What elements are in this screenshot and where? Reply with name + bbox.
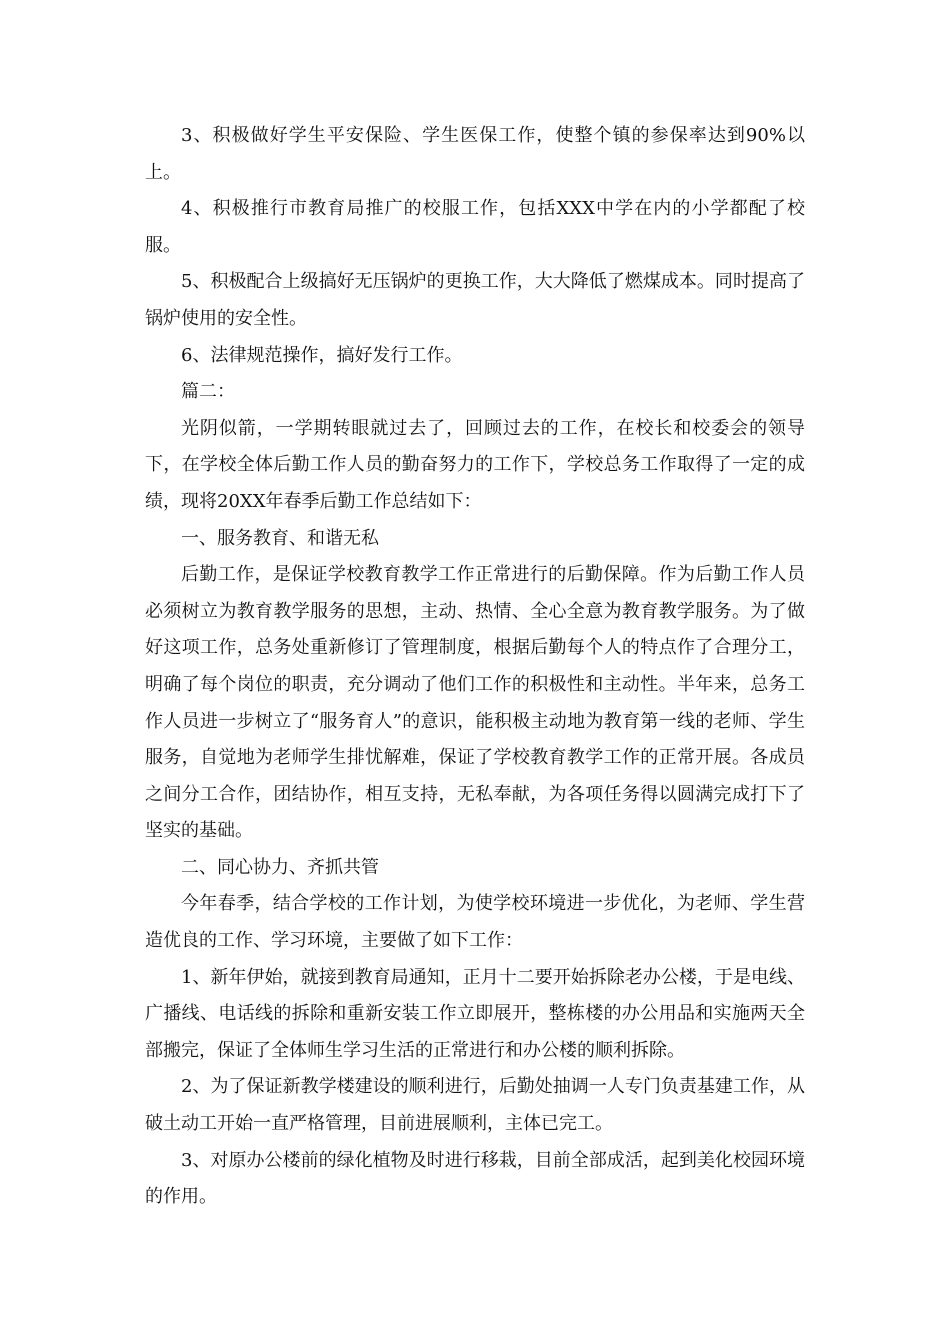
- paragraph-item-2-construction: 2、为了保证新教学楼建设的顺利进行，后勤处抽调一人专门负责基建工作，从破土动工开始一直严格管理，目前进展顺利，主体已完工。: [145, 1076, 805, 1135]
- paragraph-spring-plan: 今年春季，结合学校的工作计划，为使学校环境进一步优化，为老师、学生营造优良的工作、学习环境，主要做了如下工作：: [145, 893, 805, 952]
- section-heading-cooperation: 二、同心协力、齐抓共管: [181, 856, 379, 878]
- paragraph-item-3-insurance: 3、积极做好学生平安保险、学生医保工作，使整个镇的参保率达到90%以上。: [145, 125, 805, 183]
- section-heading-service: 一、服务教育、和谐无私: [181, 527, 379, 549]
- paragraph-item-5-boiler: 5、积极配合上级搞好无压锅炉的更换工作，大大降低了燃煤成本。同时提高了锅炉使用的安全性。: [145, 271, 805, 329]
- paragraph-item-4-uniform: 4、积极推行市教育局推广的校服工作，包括XXX中学在内的小学都配了校服。: [145, 198, 805, 256]
- section-heading-part-two: 篇二：: [181, 381, 235, 403]
- paragraph-service: 后勤工作，是保证学校教育教学工作正常进行的后勤保障。作为后勤工作人员必须树立为教育教学服务的思想，主动、热情、全心全意为教育教学服务。为了做好这项工作，总务处重新修订了管理制度，根据后勤每个人的特点作了合理分工，明确了每个岗位的职责，充分调动了他们工作的积极性和主动性。半年来，总务工作人员进一步树立了“服务育人”的意识，能积极主动地为教育第一线的老师、学生服务，自觉地为老师学生排忧解难，保证了学校教育教学工作的正常开展。各成员之间分工合作，团结协作，相互支持，无私奉献，为各项任务得以圆满完成打下了坚实的基础。: [145, 564, 805, 842]
- paragraph-item-3-greening: 3、对原办公楼前的绿化植物及时进行移栽，目前全部成活，起到美化校园环境的作用。: [145, 1149, 805, 1208]
- paragraph-item-1-demolition: 1、新年伊始，就接到教育局通知，正月十二要开始拆除老办公楼，于是电线、广播线、电话线的拆除和重新安装工作立即展开，整栋楼的办公用品和实施两天全部搬完，保证了全体师生学习生活的正常进行和办公楼的顺利拆除。: [145, 966, 805, 1061]
- paragraph-item-6-distribution: 6、法律规范操作，搞好发行工作。: [181, 344, 463, 366]
- paragraph-intro: 光阴似箭，一学期转眼就过去了，回顾过去的工作，在校长和校委会的领导下，在学校全体后勤工作人员的勤奋努力的工作下，学校总务工作取得了一定的成绩，现将20XX年春季后勤工作总结如下：: [145, 417, 805, 512]
- document-body: [145, 118, 805, 1216]
